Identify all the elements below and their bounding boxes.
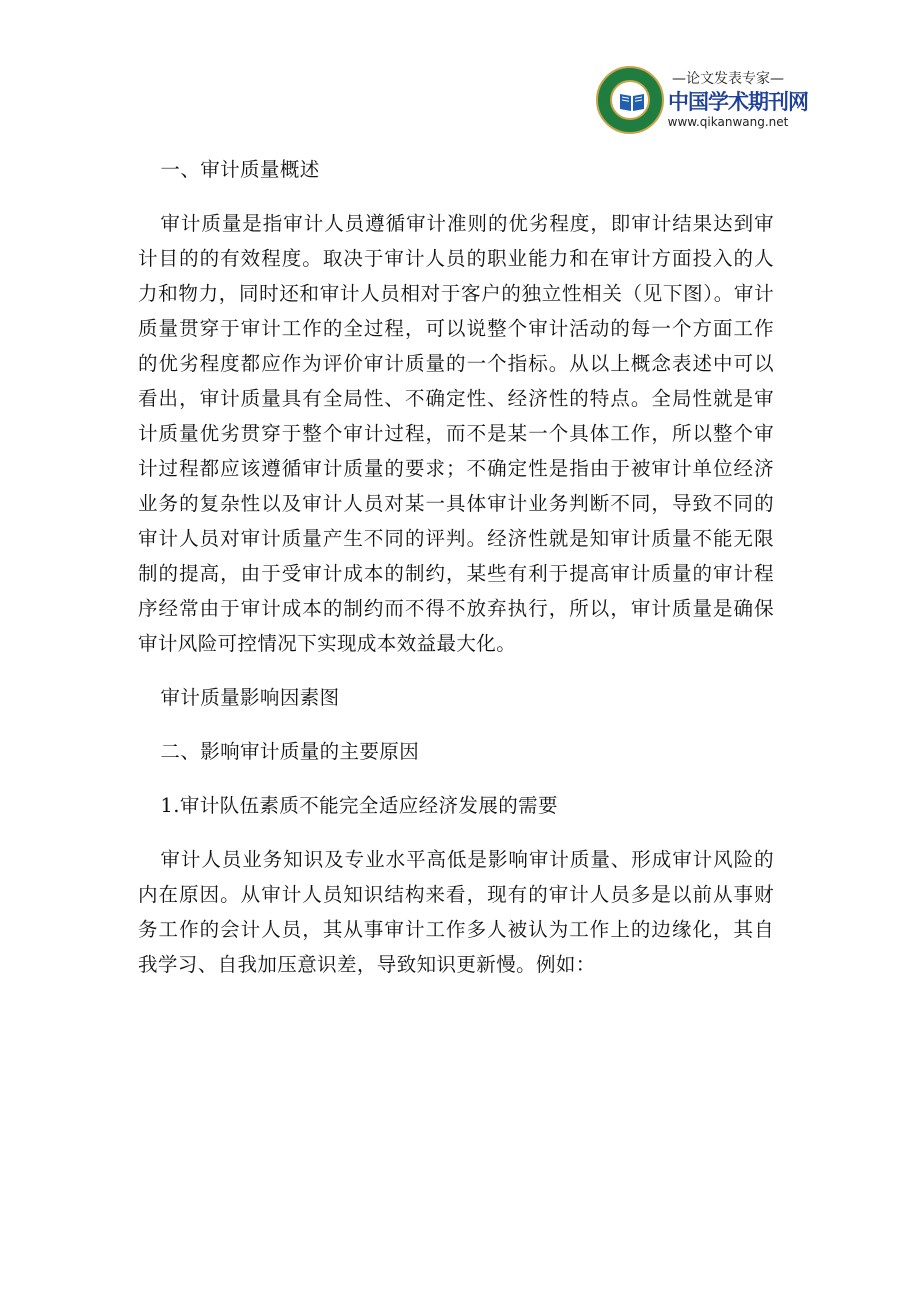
- site-logo: [596, 66, 808, 138]
- body-paragraph: 审计质量是指审计人员遵循审计准则的优劣程度，即审计结果达到审计目的的有效程度。取决于审计人员的职业能力和在审计方面投入的人力和物力，同时还和审计人员相对于客户的独立性相关（见下图）。审计质量贯穿于审计工作的全过程，可以说整个审计活动的每一个方面工作的优劣程度都应作为评价审计质量的一个指标。从以上概念表述中可以看出，审计质量具有全局性、不确定性、经济性的特点。全局性就是审计质量优劣贯穿于整个审计过程，而不是某一个具体工作，所以整个审计过程都应该遵循审计质量的要求；不确定性是指由于被审计单位经济业务的复杂性以及审计人员对某一具体审计业务判断不同，导致不同的审计人员对审计质量产生不同的评判。经济性就是知审计质量不能无限制的提高，由于受审计成本的制约，某些有利于提高审计质量的审计程序经常由于审计成本的制约而不得不放弃执行，所以，审计质量是确保审计风险可控情况下实现成本效益最大化。: [138, 212, 774, 655]
- document-body: [138, 142, 774, 982]
- logo-url: www.qikanwang.net: [667, 115, 789, 129]
- figure-caption: 审计质量影响因素图: [160, 686, 340, 709]
- logo-name: 中国学术期刊网: [668, 90, 808, 114]
- section-heading-1: 一、审计质量概述: [160, 158, 320, 181]
- subsection-heading: 1.审计队伍素质不能完全适应经济发展的需要: [160, 794, 558, 817]
- body-paragraph: 审计人员业务知识及专业水平高低是影响审计质量、形成审计风险的内在原因。从审计人员知识结构来看，现有的审计人员多是以前从事财务工作的会计人员，其从事审计工作多人被认为工作上的边缘化，其自我学习、自我加压意识差，导致知识更新慢。例如：: [138, 848, 774, 976]
- logo-tagline: —论文发表专家—: [672, 71, 784, 87]
- book-icon: [618, 91, 646, 113]
- logo-seal: [596, 66, 664, 134]
- section-heading-2: 二、影响审计质量的主要原因: [160, 740, 420, 763]
